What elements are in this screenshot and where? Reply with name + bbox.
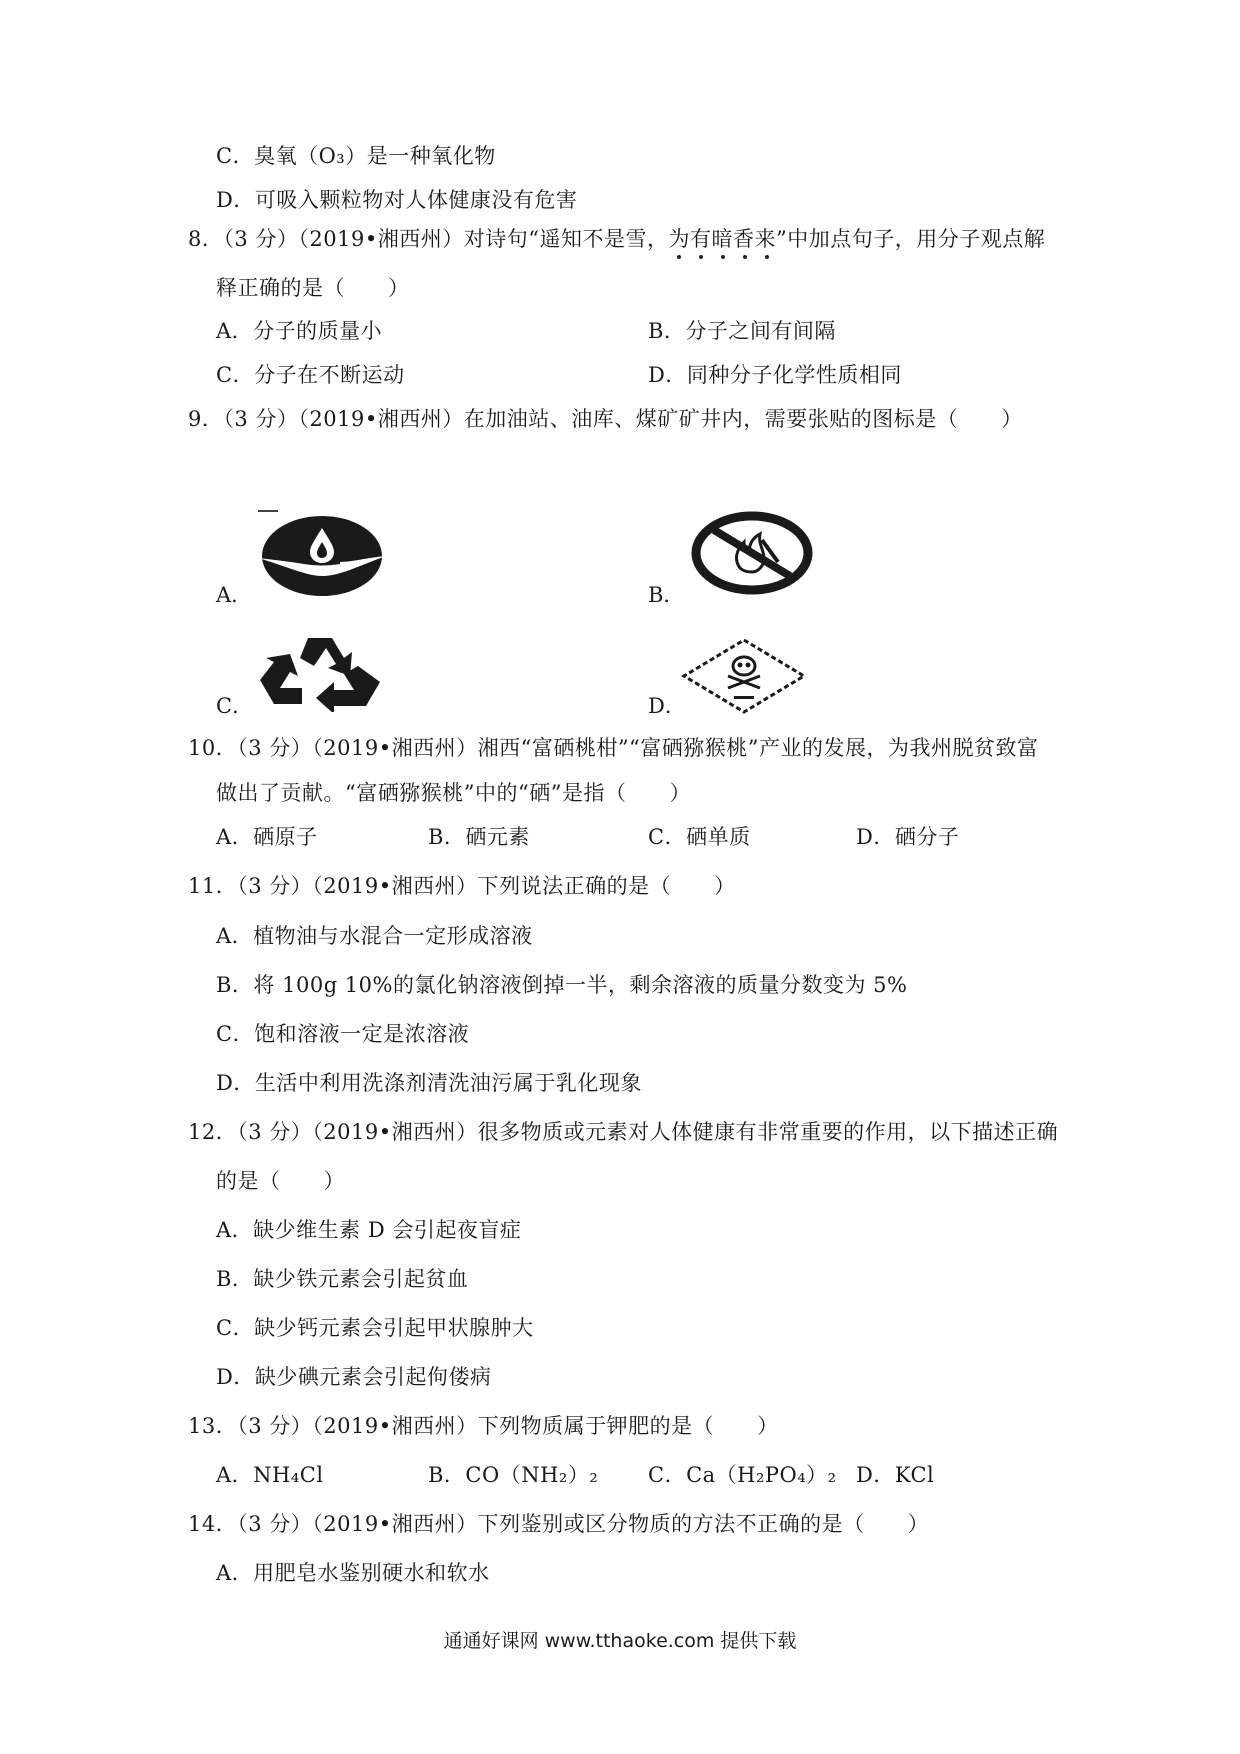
q9-option-b-label: B．: [648, 583, 685, 607]
no-fire-icon: [690, 510, 814, 596]
q10-option-c: C．硒单质: [648, 825, 751, 849]
q10-option-d: D．硒分子: [856, 825, 960, 849]
q12-option-a: A．缺少维生素 D 会引起夜盲症: [216, 1218, 522, 1242]
q10-option-a: A．硒原子: [216, 825, 318, 849]
q8-stem-line2: 释正确的是（ ）: [216, 276, 410, 300]
q14-option-a: A．用肥皂水鉴别硬水和软水: [216, 1561, 490, 1585]
q8-emph-text: 为有暗香来: [668, 227, 776, 251]
emphasis-dot: [721, 255, 725, 259]
toxic-hazard-icon: [680, 636, 808, 716]
q11-option-c: C．饱和溶液一定是浓溶液: [216, 1022, 470, 1046]
q8-option-c: C．分子在不断运动: [216, 363, 405, 387]
q8-option-b: B．分子之间有间隔: [648, 319, 836, 343]
emphasis-dot: [765, 255, 769, 259]
q8-option-a: A．分子的质量小: [216, 319, 383, 343]
q12-option-b: B．缺少铁元素会引起贫血: [216, 1267, 469, 1291]
q11-option-d: D．生活中利用洗涤剂清洗油污属于乳化现象: [216, 1071, 642, 1095]
q13-stem: 13．（3 分）（2019•湘西州）下列物质属于钾肥的是（ ）: [188, 1414, 779, 1438]
q7-option-d: D．可吸入颗粒物对人体健康没有危害: [216, 188, 578, 212]
q9-option-c-label: C．: [216, 694, 254, 718]
page-footer: 通通好课网 www.tthaoke.com 提供下载: [443, 1630, 797, 1652]
emphasis-dot: [677, 255, 681, 259]
q13-option-d: D．KCl: [856, 1463, 935, 1487]
q10-stem: 10．（3 分）（2019•湘西州）湘西“富硒桃柑”“富硒猕猴桃”产业的发展，为我州脱贫致富: [188, 736, 1039, 760]
q7-option-c: C．臭氧（O₃）是一种氧化物: [216, 144, 496, 168]
q10-option-b: B．硒元素: [428, 825, 530, 849]
q12-stem: 12．（3 分）（2019•湘西州）很多物质或元素对人体健康有非常重要的作用，以下描述正确: [188, 1120, 1059, 1144]
q8-stem-pre: 8．（3 分）（2019•湘西州）对诗句“遥知不是雪，: [188, 227, 669, 251]
q8-stem: [188, 225, 1045, 253]
q13-option-a: A．NH₄Cl: [216, 1463, 324, 1487]
recycling-icon: [256, 632, 384, 712]
q11-option-a: A．植物油与水混合一定形成溶液: [216, 924, 533, 948]
q11-option-b: B．将 100g 10%的氯化钠溶液倒掉一半，剩余溶液的质量分数变为 5%: [216, 973, 908, 997]
q14-stem: 14．（3 分）（2019•湘西州）下列鉴别或区分物质的方法不正确的是（ ）: [188, 1512, 930, 1536]
q13-option-c: C．Ca（H₂PO₄）₂: [648, 1463, 837, 1487]
q13-option-b: B．CO（NH₂）₂: [428, 1463, 599, 1487]
q8-option-d: D．同种分子化学性质相同: [648, 363, 902, 387]
q9-option-a-label: A．: [216, 583, 253, 607]
q9-stem: 9．（3 分）（2019•湘西州）在加油站、油库、煤矿矿井内，需要张贴的图标是（ ）: [188, 407, 1023, 431]
q9-option-d-label: D．: [648, 694, 686, 718]
water-saving-icon: [256, 508, 388, 602]
q11-stem: 11．（3 分）（2019•湘西州）下列说法正确的是（ ）: [188, 874, 736, 898]
emphasis-dot: [743, 255, 747, 259]
q12-option-d: D．缺少碘元素会引起佝偻病: [216, 1365, 492, 1389]
q12-stem-line2: 的是（ ）: [216, 1169, 345, 1193]
q8-emphasized-phrase: [668, 227, 776, 251]
q10-stem-line2: 做出了贡献。“富硒猕猴桃”中的“硒”是指（ ）: [216, 781, 691, 805]
q12-option-c: C．缺少钙元素会引起甲状腺肿大: [216, 1316, 534, 1340]
emphasis-dot: [699, 255, 703, 259]
q8-stem-post: ”中加点句子，用分子观点解: [775, 227, 1046, 251]
